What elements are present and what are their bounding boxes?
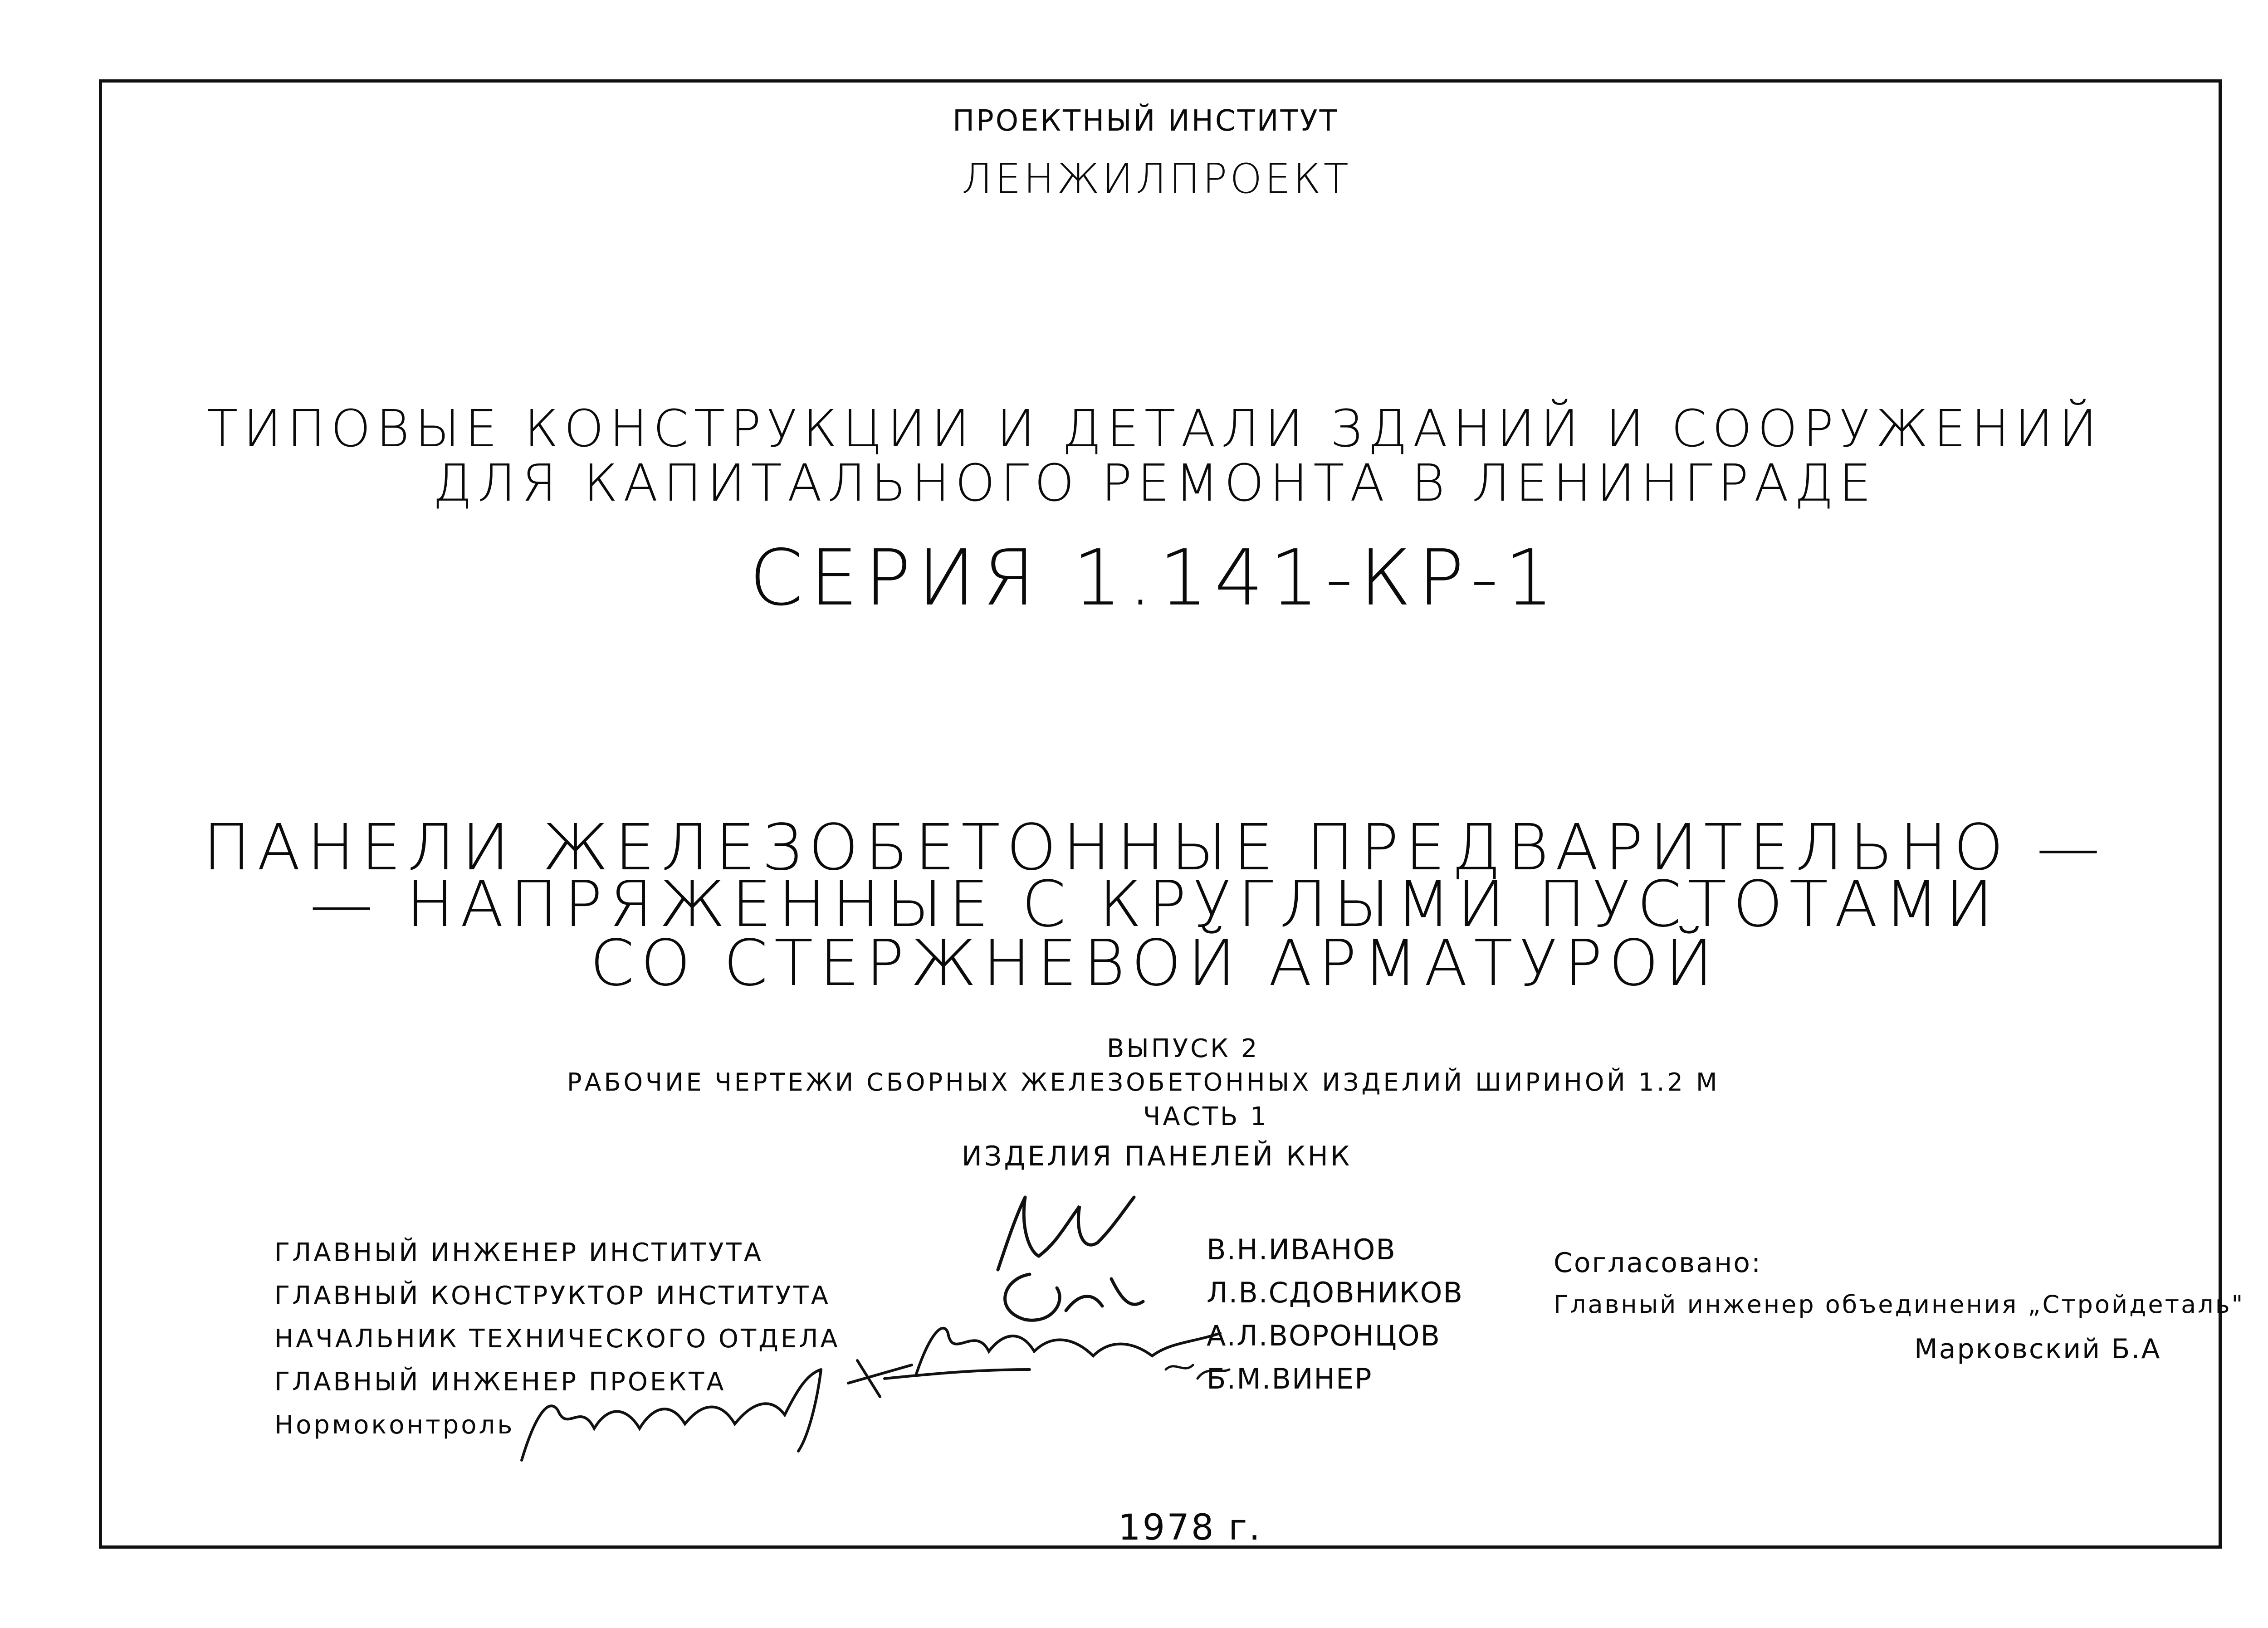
year: 1978 г. xyxy=(1118,1507,1262,1548)
signatory-position: Нормоконтроль xyxy=(274,1410,515,1440)
institute-name-line2: ЛЕНЖИЛПРОЕКТ xyxy=(962,155,1351,203)
document-title-line2: ДЛЯ КАПИТАЛЬНОГО РЕМОНТА В ЛЕНИНГРАДЕ xyxy=(432,454,1877,513)
series-number: СЕРИЯ 1.141-КР-1 xyxy=(749,533,1560,623)
approval-label: Согласовано: xyxy=(1554,1247,1762,1279)
part-number: ЧАСТЬ 1 xyxy=(1143,1102,1269,1131)
items-title: ИЗДЕЛИЯ ПАНЕЛЕЙ КНК xyxy=(962,1141,1352,1172)
signatory-position: ГЛАВНЫЙ ИНЖЕНЕР ИНСТИТУТА xyxy=(274,1238,764,1267)
signatory-name: Б.М.ВИНЕР xyxy=(1207,1362,1373,1395)
approval-name: Марковский Б.А xyxy=(1914,1333,2161,1365)
signatory-position: ГЛАВНЫЙ ИНЖЕНЕР ПРОЕКТА xyxy=(274,1367,726,1397)
signature-normocontrol xyxy=(508,1360,835,1478)
signatory-position: НАЧАЛЬНИК ТЕХНИЧЕСКОГО ОТДЕЛА xyxy=(274,1324,840,1354)
institute-name-line1: ПРОЕКТНЫЙ ИНСТИТУТ xyxy=(953,104,1339,138)
signature-vorontsov xyxy=(839,1306,1238,1410)
issue-number: ВЫПУСК 2 xyxy=(1107,1034,1260,1063)
signatory-name: Л.В.СДОВНИКОВ xyxy=(1207,1276,1463,1309)
signatory-position: ГЛАВНЫЙ КОНСТРУКТОР ИНСТИТУТА xyxy=(274,1281,831,1311)
product-title-line1: ПАНЕЛИ ЖЕЛЕЗОБЕТОННЫЕ ПРЕДВАРИТЕЛЬНО — xyxy=(203,811,2107,885)
signatory-name: В.Н.ИВАНОВ xyxy=(1207,1233,1396,1266)
approval-position: Главный инженер объединения „Стройдеталь" xyxy=(1554,1290,2245,1319)
signatory-name: А.Л.ВОРОНЦОВ xyxy=(1207,1319,1441,1352)
product-title-line3: СО СТЕРЖНЕВОЙ АРМАТУРОЙ xyxy=(590,926,1720,1000)
document-title-line1: ТИПОВЫЕ КОНСТРУКЦИИ И ДЕТАЛИ ЗДАНИЙ И СООРУЖЕНИЙ xyxy=(206,400,2103,458)
volume-description: РАБОЧИЕ ЧЕРТЕЖИ СБОРНЫХ ЖЕЛЕЗОБЕТОННЫХ ИЗДЕЛИЙ ШИРИНОЙ 1.2 М xyxy=(567,1068,1720,1097)
product-title-line2: — НАПРЯЖЕННЫЕ С КРУГЛЫМИ ПУСТОТАМИ xyxy=(309,868,2000,941)
